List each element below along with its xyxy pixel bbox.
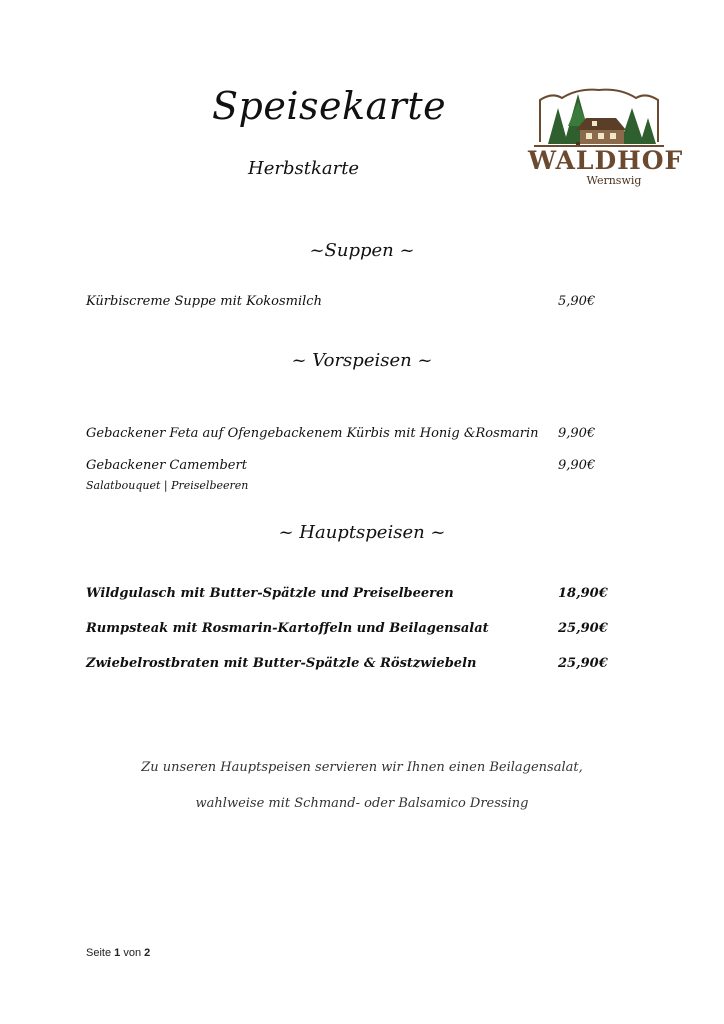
waldhof-logo (528, 86, 684, 192)
page-current: 1 (114, 947, 121, 959)
menu-item-name: Kürbiscreme Suppe mit Kokosmilch (86, 294, 322, 309)
menu-item-price: 25,90€ (558, 621, 608, 636)
section-heading-vorspeisen: ~ Vorspeisen ~ (291, 350, 433, 371)
section-heading-suppen: ~Suppen ~ (309, 240, 415, 261)
menu-item-name: Rumpsteak mit Rosmarin-Kartoffeln und Beilagensalat (86, 621, 489, 636)
menu-item-price: 9,90€ (558, 426, 596, 441)
menu-item-name: Wildgulasch mit Butter-Spätzle und Preiselbeeren (86, 586, 454, 601)
menu-item-price: 25,90€ (558, 656, 608, 671)
page-subtitle: Herbstkarte (248, 158, 360, 179)
section-heading-hauptspeisen: ~ Hauptspeisen ~ (278, 522, 446, 543)
footer-note-line-1: Zu unseren Hauptspeisen servieren wir Ihnen einen Beilagensalat, (141, 760, 583, 775)
menu-item-name: Gebackener Feta auf Ofengebackenem Kürbis mit Honig &Rosmarin (86, 426, 539, 441)
menu-item-price: 9,90€ (558, 458, 596, 473)
menu-item-price: 5,90€ (558, 294, 596, 309)
logo-location: Wernswig (586, 174, 642, 187)
logo-name: WALDHOF (528, 146, 684, 175)
page-number (86, 947, 150, 959)
menu-item-price: 18,90€ (558, 586, 608, 601)
page-title: Speisekarte (212, 84, 447, 128)
menu-item-note: Salatbouquet | Preiselbeeren (86, 479, 249, 492)
menu-item-name: Gebackener Camembert (86, 458, 247, 473)
page-separator: von (123, 947, 142, 959)
page-total: 2 (144, 947, 151, 959)
page-prefix: Seite (86, 947, 112, 959)
footer-note-line-2: wahlweise mit Schmand- oder Balsamico Dressing (195, 796, 529, 811)
menu-item-name: Zwiebelrostbraten mit Butter-Spätzle & Röstzwiebeln (86, 656, 477, 671)
